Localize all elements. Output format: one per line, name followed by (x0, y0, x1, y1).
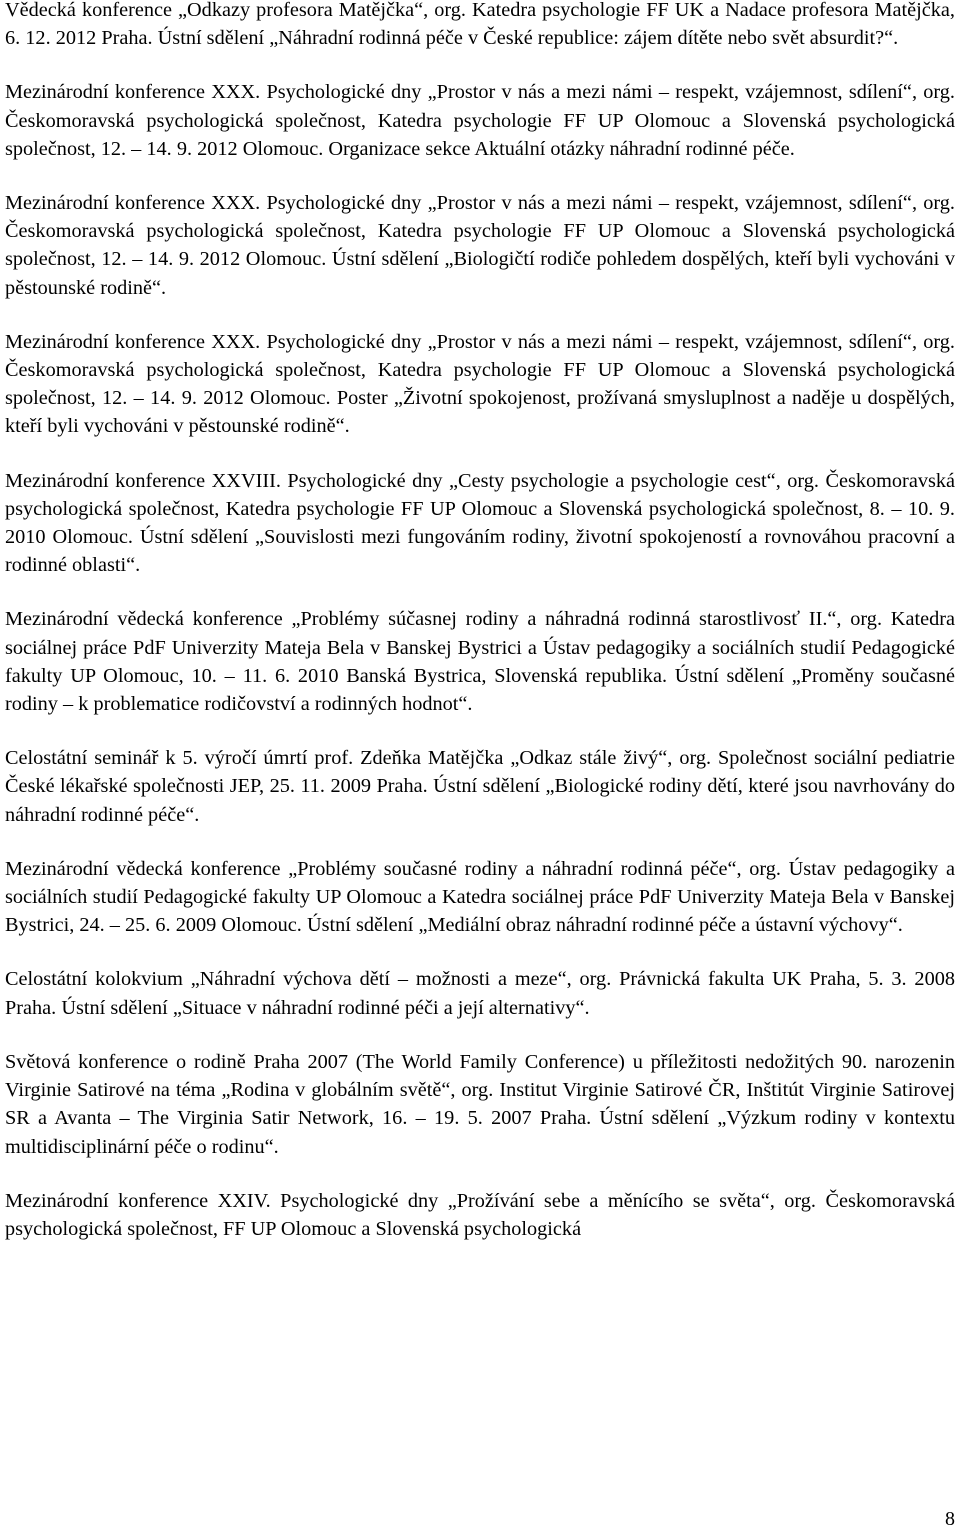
conference-entry: Celostátní seminář k 5. výročí úmrtí prof. Zdeňka Matějčka „Odkaz stále živý“, org. Společnost sociální pediatrie České lékařské společnosti JEP, 25. 11. 2009 Praha. Ústní sdělení „Biologické rodiny dětí, které jsou navrhovány do náhradní rodinné péče“. (5, 747, 955, 826)
conference-entry: Mezinárodní konference XXX. Psychologické dny „Prostor v nás a mezi námi – respekt, vzájemnost, sdílení“, org. Českomoravská psychologická společnost, Katedra psychologie FF UP Olomouc a Slovenská psychologická společnost, 12. – 14. 9. 2012 Olomouc. Organizace sekce Aktuální otázky náhradní rodinné péče. (5, 81, 955, 160)
conference-entry: Mezinárodní konference XXVIII. Psychologické dny „Cesty psychologie a psychologie cest“, org. Českomoravská psychologická společnost, Katedra psychologie FF UP Olomouc a Slovenská psychologická společnost, 8. – 10. 9. 2010 Olomouc. Ústní sdělení „Souvislosti mezi fungováním rodiny, životní spokojeností a rovnováhou pracovní a rodinné oblasti“. (5, 469, 955, 577)
conference-entry: Vědecká konference „Odkazy profesora Matějčka“, org. Katedra psychologie FF UK a Nadace profesora Matějčka, 6. 12. 2012 Praha. Ústní sdělení „Náhradní rodinná péče v České republice: zájem dítěte nebo svět absurdit?“. (5, 0, 955, 50)
page-number: 8 (945, 1508, 955, 1530)
conference-entry: Mezinárodní konference XXX. Psychologické dny „Prostor v nás a mezi námi – respekt, vzájemnost, sdílení“, org. Českomoravská psychologická společnost, Katedra psychologie FF UP Olomouc a Slovenská psychologická společnost, 12. – 14. 9. 2012 Olomouc. Ústní sdělení „Biologičtí rodiče pohledem dospělých, kteří byli vychováni v pěstounské rodině“. (5, 192, 955, 299)
document-page (5, 0, 955, 1269)
conference-entry: Mezinárodní konference XXIV. Psychologické dny „Prožívání sebe a měnícího se světa“, org. Českomoravská psychologická společnost, FF UP Olomouc a Slovenská psychologická (5, 1189, 955, 1240)
conference-entry: Mezinárodní vědecká konference „Problémy současné rodiny a náhradní rodinná péče“, org. Ústav pedagogiky a sociálních studií Pedagogické fakulty UP Olomouc a Katedra sociálnej práce PdF Univerzity Mateja Bela v Banskej Bystrici, 24. – 25. 6. 2009 Olomouc. Ústní sdělení „Mediální obraz náhradní rodinné péče a ústavní výchovy“. (5, 857, 955, 937)
conference-entry: Mezinárodní konference XXX. Psychologické dny „Prostor v nás a mezi námi – respekt, vzájemnost, sdílení“, org. Českomoravská psychologická společnost, Katedra psychologie FF UP Olomouc a Slovenská psychologická společnost, 12. – 14. 9. 2012 Olomouc. Poster „Životní spokojenost, prožívaná smysluplnost a naděje u dospělých, kteří byli vychováni v pěstounské rodině“. (5, 330, 955, 438)
conference-entry: Světová konference o rodině Praha 2007 (The World Family Conference) u příležitosti nedožitých 90. narozenin Virginie Satirové na téma „Rodina v globálním světě“, org. Institut Virginie Satirové ČR, Inštitút Virginie Satirovej SR a Avanta – The Virginia Satir Network, 16. – 19. 5. 2007 Praha. Ústní sdělení „Výzkum rodiny v kontextu multidisciplinární péče o rodinu“. (5, 1050, 955, 1158)
conference-entry: Celostátní kolokvium „Náhradní výchova dětí – možnosti a meze“, org. Právnická fakulta UK Praha, 5. 3. 2008 Praha. Ústní sdělení „Situace v náhradní rodinné péči a její alternativy“. (5, 968, 955, 1019)
conference-entry: Mezinárodní vědecká konference „Problémy súčasnej rodiny a náhradná rodinná starostlivosť II.“, org. Katedra sociálnej práce PdF Univerzity Mateja Bela v Banskej Bystrici a Ústav pedagogiky a sociálních studií Pedagogické fakulty UP Olomouc, 10. – 11. 6. 2010 Banská Bystrica, Slovenská republika. Ústní sdělení „Proměny současné rodiny – k problematice rodičovství a rodinných hodnot“. (5, 608, 955, 716)
